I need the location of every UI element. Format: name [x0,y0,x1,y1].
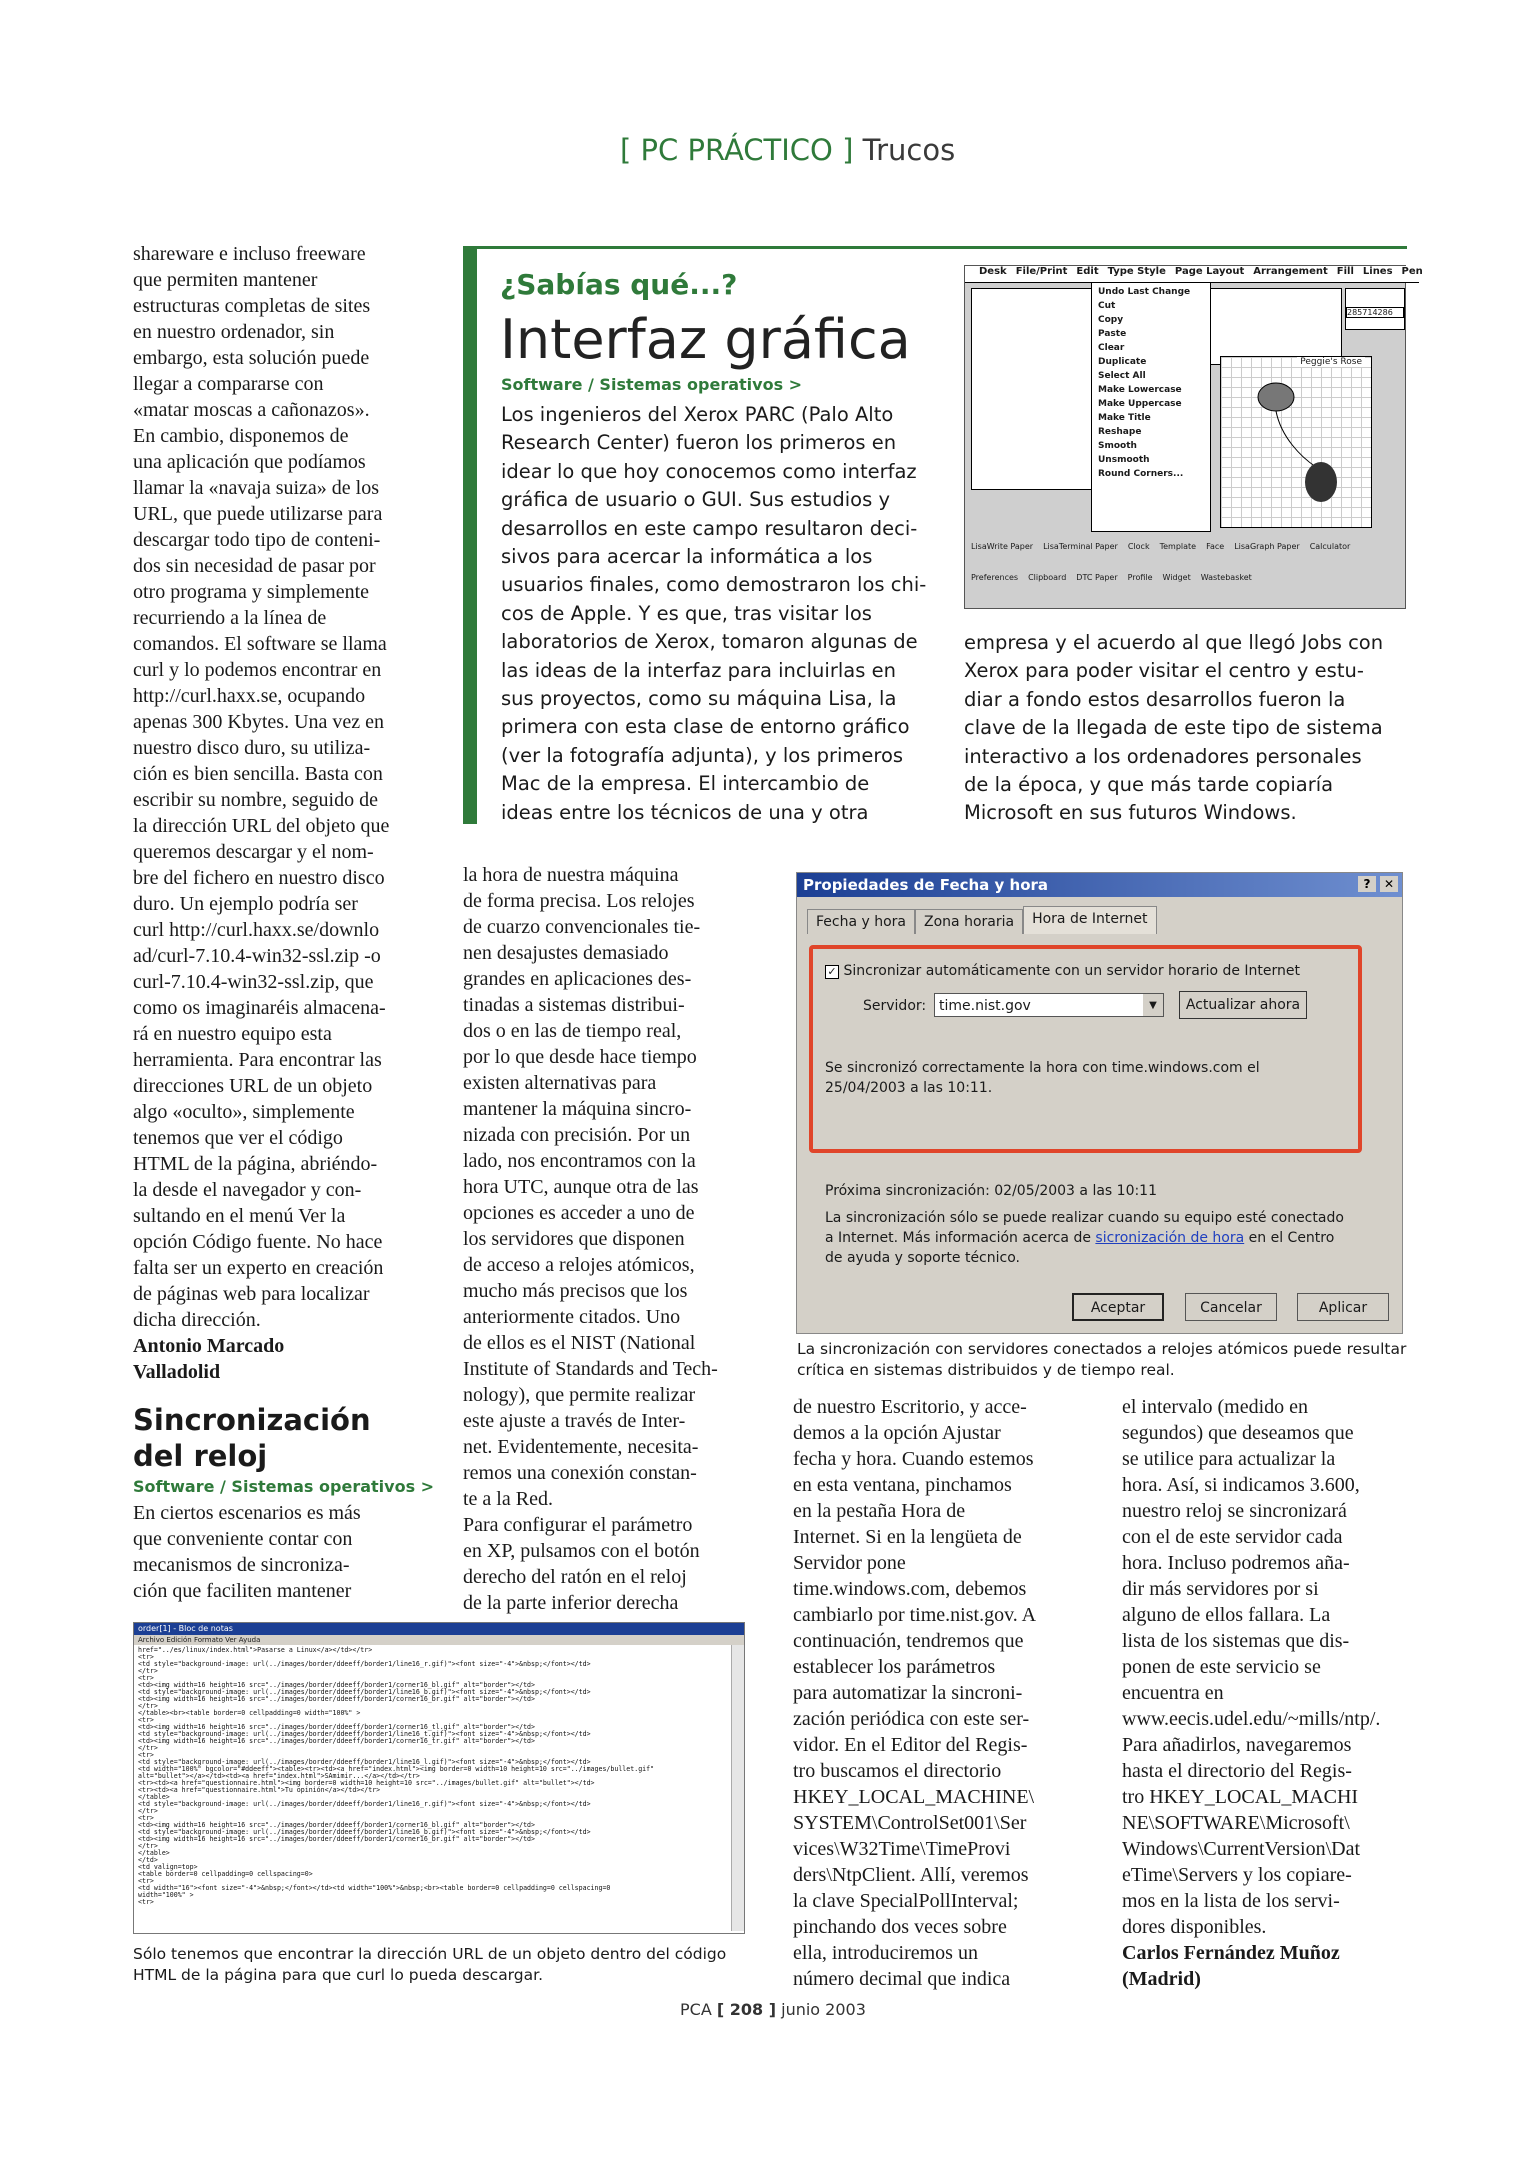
text-line: mecanismos de sincroniza- [133,1554,350,1576]
lisa-edit-item: Reshape [1098,427,1142,437]
text-line: la dirección URL del objeto que [133,815,390,837]
code-line: </tr> [138,1842,158,1850]
note-line-2: a Internet. Más información acerca de [825,1230,1091,1246]
update-now-button[interactable]: Actualizar ahora [1179,991,1307,1019]
text-line: (ver la fotografía adjunta), y los primeros [501,743,904,767]
text-line: empresa y el acuerdo al que llegó Jobs con [964,631,1384,654]
column-1 [133,241,415,1385]
text-line: ella, introduciremos un [793,1942,978,1964]
code-line: href="../es/linux/index.html">Pasarse a Linux</a></td></tr> [138,1646,373,1654]
sync-note [825,1208,1365,1268]
code-caption-1: Sólo tenemos que encontrar la dirección URL de un objeto dentro del código [133,1945,727,1963]
ok-button[interactable]: Aceptar [1072,1293,1164,1321]
text-line: time.windows.com, debemos [793,1578,1027,1600]
lisa-desktop-icon: Clock [1127,542,1150,551]
header-subsection: Trucos [862,133,956,167]
column-4 [1122,1394,1407,1992]
lisa-desktop-icon: DTC Paper [1076,573,1118,582]
code-line: <td style="background-image: url(../images/border/ddeeff/border1/line16_r.gif)"><font size="-4">&nbsp;</font></td> [138,1660,591,1668]
text-line: interactivo a los ordenadores personales [964,744,1362,768]
text-line: diar a fondo estos desarrollos fueron la [964,687,1346,711]
box-top-rule [463,246,1407,249]
text-line: eTime\Servers y los copiare- [1122,1864,1352,1886]
dialog-tabs [807,909,1157,934]
text-line: sivos para acercar la informática a los [501,545,873,569]
text-line: alguno de ellos fallara. La [1122,1604,1331,1626]
text-line: número decimal que indica [793,1968,1011,1990]
text-line: Para configurar el parámetro [463,1514,693,1536]
text-line: estructuras completas de sites [133,295,371,317]
text-line: opción Código fuente. No hace [133,1231,383,1253]
lisa-edit-item: Copy [1098,315,1124,325]
box-category: Software / Sistemas operativos > [501,375,803,394]
text-line: mantener la máquina sincro- [463,1098,692,1120]
code-line: width="100%" > [138,1891,194,1899]
lisa-desktop-icon: Profile [1127,573,1153,582]
notepad-menu: Archivo Edición Formato Ver Ayuda [134,1635,744,1645]
text-line: los servidores que disponen [463,1228,685,1250]
lisa-edit-item: Cut [1098,301,1116,311]
text-line: de la parte inferior derecha [463,1592,679,1614]
box-side-bar [463,246,477,824]
text-line: herramienta. Para encontrar las [133,1049,382,1071]
text-line: net. Evidentemente, necesita- [463,1436,699,1458]
text-line: de ellos es el NIST (National [463,1332,696,1354]
lisa-menu-item: Page Layout [1174,266,1245,277]
code-line: <tr> [138,1716,154,1724]
text-line: escribir su nombre, seguido de [133,789,378,811]
text-line: de cuarzo convencionales tie- [463,916,701,938]
code-line: <td style="background-image: url(../images/border/ddeeff/border1/line16_b.gif)"><font size="-4">&nbsp;</font></td> [138,1688,591,1696]
text-line: Windows\CurrentVersion\Dat [1122,1838,1361,1860]
text-line: SYSTEM\ControlSet001\Ser [793,1812,1027,1834]
footer-magazine: PCA [680,2000,712,2019]
rose-drawing [1221,357,1371,527]
server-combobox[interactable] [934,993,1164,1017]
text-line: pinchando dos veces sobre [793,1916,1007,1938]
header-section: [ PC PRÁCTICO ] [620,133,854,167]
lisa-menu-item: Lines [1362,266,1393,277]
text-line: Xerox para poder visitar el centro y estu- [964,659,1364,683]
code-line: </table> [138,1793,170,1801]
code-line: </tr> [138,1667,158,1675]
text-line: Mac de la empresa. El intercambio de [501,772,870,796]
text-line: lista de los sistemas que dis- [1122,1630,1350,1652]
text-line: por lo que desde hace tiempo [463,1046,697,1068]
text-line: descargar todo tipo de conteni- [133,529,381,551]
code-line: <td><img width=16 height=16 src="../images/border/ddeeff/border1/corner16_tr.gif" alt="border"></td> [138,1737,535,1745]
text-line: nizada con precisión. Por un [463,1124,691,1146]
text-line: ponen de este servicio se [1122,1656,1321,1678]
footer-page: [ 208 ] [716,2000,777,2019]
text-line: embargo, esta solución puede [133,347,370,369]
code-line: <td width="16"><font size="-4">&nbsp;</font></td><td width="100%">&nbsp;<br><table border=0 cellpadding=0 cellspacing=0 [138,1884,611,1892]
text-line: como os imaginaréis almacena- [133,997,386,1019]
code-line: <td><img width=16 height=16 src="../images/border/ddeeff/border1/corner16_bl.gif" alt="border"></td> [138,1681,535,1689]
text-line: nuestro disco duro, su utiliza- [133,737,371,759]
text-line: www.eecis.udel.edu/~mills/ntp/. [1122,1708,1381,1730]
code-line: <tr> [138,1814,154,1822]
text-line: continuación, tendremos que [793,1630,1024,1652]
text-line: dos sin necesidad de pasar por [133,555,376,577]
text-line: cambiarlo por time.nist.gov. A [793,1604,1037,1626]
author-name: Antonio Marcado [133,1335,285,1357]
sync-title-1: Sincronización [133,1403,371,1437]
lisa-edit-menu [1091,282,1211,532]
lisa-desktop-icon: Preferences [971,573,1019,582]
sync-status: Se sincronizó correctamente la hora con time.windows.com el 25/04/2003 a las 10:11. [825,1060,1260,1096]
code-line: <tr> [138,1674,154,1682]
text-line: cos de Apple. Y es que, tras visitar los [501,601,872,625]
text-line: segundos) que deseamos que [1122,1422,1354,1444]
code-line: <tr> [138,1898,154,1906]
code-line: </tr> [138,1744,158,1752]
code-line: <tr> [138,1751,154,1759]
box-body [501,401,931,827]
lisa-edit-item: Round Corners... [1098,469,1184,479]
text-line: idear lo que hoy conocemos como interfaz [501,459,917,483]
text-line: con el de este servidor cada [1122,1526,1343,1548]
text-line: que permiten mantener [133,269,318,291]
next-sync: Próxima sincronización: 02/05/2003 a las 10:11 [825,1183,1158,1199]
text-line: Microsoft en sus futuros Windows. [964,801,1297,825]
text-line: en nuestro ordenador, sin [133,321,335,343]
text-line: mos en la lista de los servi- [1122,1890,1340,1912]
text-line: curl-7.10.4-win32-ssl.zip, que [133,971,374,993]
code-line: </tr> [138,1807,158,1815]
lisa-screenshot [964,265,1423,609]
notepad-screenshot [133,1622,745,1934]
text-line: tro HKEY_LOCAL_MACHI [1122,1786,1359,1808]
text-line: la desde el navegador y con- [133,1179,362,1201]
text-line: dir más servidores por si [1122,1578,1319,1600]
code-line: <td valign=top> [138,1863,198,1871]
text-line: queremos descargar y el nom- [133,841,374,863]
text-line: derecho del ratón en el reloj [463,1566,687,1588]
text-line: vices\W32Time\TimeProvi [793,1838,1011,1860]
lisa-menu-item: Arrangement [1253,266,1328,277]
lisa-desktop-icon: LisaWrite Paper [971,542,1034,551]
dialog-caption-1: La sincronización con servidores conectados a relojes atómicos puede resultar [797,1340,1407,1358]
code-line: <td><img width=16 height=16 src="../images/border/ddeeff/border1/corner16_tl.gif" alt="border"></td> [138,1723,535,1731]
lisa-menu-item: Fill [1336,266,1354,277]
text-line: nen desajustes demasiado [463,942,669,964]
code-line: <td style="background-image: url(../images/border/ddeeff/border1/line16_r.gif)"><font size="-4">&nbsp;</font></td> [138,1800,591,1808]
text-line: fecha y hora. Cuando estemos [793,1448,1034,1470]
text-line: desarrollos en este campo resultaron deci- [501,516,918,540]
text-line: vidor. En el Editor del Regis- [793,1734,1028,1756]
notepad-titlebar [134,1623,744,1635]
running-header [620,133,955,167]
code-line: <td width="100%" bgcolor="#ddeeff"><table><tr><td><a href="index.html"><img border=0 width=10 height=10 src="../images/bullet.gif" [138,1765,655,1773]
server-value: time.nist.gov [939,998,1031,1014]
author-city: Valladolid [133,1361,221,1383]
sync-checkbox-row[interactable] [825,963,1300,979]
text-line: opciones es acceder a uno de [463,1202,695,1224]
note-line-1: La sincronización sólo se puede realizar cuando su equipo esté conectado [825,1210,1344,1226]
text-line: tro buscamos el directorio [793,1760,1002,1782]
text-line: primera con esta clase de entorno gráfico [501,715,910,739]
code-line: <tr><td><a href="questionnaire.html">Tu opinión</a></td></tr> [138,1786,381,1794]
text-line: te a la Red. [463,1488,553,1510]
box-kicker: ¿Sabías qué...? [500,268,738,301]
code-line: <tr><td><a href="questionnaire.html"><img border=0 width=10 height=10 src="../images/bullet.gif" alt="bullet"></td> [138,1779,595,1787]
text-line: de forma precisa. Los relojes [463,890,695,912]
tab-zona-horaria[interactable]: Zona horaria [915,909,1023,934]
text-line: en XP, pulsamos con el botón [463,1540,700,1562]
calc-display: 285714286 [1346,307,1404,318]
text-line: de páginas web para localizar [133,1283,370,1305]
text-line: laboratorios de Xerox, tomaron algunas de [501,630,918,654]
sync-body [133,1500,413,1604]
lisa-desktop-icon: LisaTerminal Paper [1043,542,1118,551]
dialog-caption-2: crítica en sistemas distribuidos y de tiempo real. [797,1361,1175,1379]
text-line: Research Center) fueron los primeros en [501,431,897,455]
text-line: Servidor pone [793,1552,906,1574]
text-line: URL, que puede utilizarse para [133,503,383,525]
text-line: una aplicación que podíamos [133,451,366,473]
author2-city: (Madrid) [1122,1968,1201,1990]
sync-checkbox[interactable]: ✓ [825,965,839,979]
text-line: tinadas a sistemas distribui- [463,994,685,1016]
page-footer [680,2000,866,2019]
column-1-text [133,241,415,1333]
column-4-text [1122,1394,1407,1940]
text-line: ción que faciliten mantener [133,1580,352,1602]
text-line: llamar la «navaja suiza» de los [133,477,380,499]
code-caption [133,1944,743,1986]
lisa-menu-bar [965,266,1423,283]
text-line: remos una conexión constan- [463,1462,697,1484]
text-line: ders\NtpClient. Allí, veremos [793,1864,1029,1886]
code-caption-2: HTML de la página para que curl lo pueda descargar. [133,1966,544,1984]
dialog-caption [797,1339,1417,1381]
lisa-drawing-window [1220,356,1372,528]
text-line: de nuestro Escritorio, y acce- [793,1396,1027,1418]
text-line: mucho más precisos que los [463,1280,688,1302]
text-line: nology), que permite realizar [463,1384,696,1406]
text-line: encuentra en [1122,1682,1224,1704]
text-line: apenas 300 Kbytes. Una vez en [133,711,385,733]
code-line: alt="bullet"></a></td><td><a href="index.html">SAmimir...</a></td></tr> [138,1772,420,1780]
code-line: <tr> [138,1877,154,1885]
text-line: el intervalo (medido en [1122,1396,1309,1418]
lisa-edit-item: Clear [1098,343,1125,353]
lisa-desktop-icons [965,536,1405,606]
tab-hora-internet[interactable]: Hora de Internet [1023,906,1156,934]
text-line: nuestro reloj se sincronizará [1122,1500,1347,1522]
text-line: anteriormente citados. Uno [463,1306,681,1328]
lisa-edit-item: Select All [1098,371,1146,381]
lisa-window-title: Peggie's Rose [1297,357,1365,367]
text-line: Institute of Standards and Tech- [463,1358,718,1380]
sync-heading [133,1402,433,1474]
text-line: HKEY_LOCAL_MACHINE\ [793,1786,1035,1808]
lisa-menu-item: File/Print [1015,266,1068,277]
text-line: Los ingenieros del Xerox PARC (Palo Alto [501,403,894,426]
lisa-edit-item: Undo Last Change [1098,287,1191,297]
code-line: <td><img width=16 height=16 src="../images/border/ddeeff/border1/corner16_br.gif" alt="border"></td> [138,1695,535,1703]
help-link[interactable]: sicronización de hora [1095,1230,1245,1246]
code-line: <tr> [138,1653,154,1661]
code-line: <td><img width=16 height=16 src="../images/border/ddeeff/border1/corner16_br.gif" alt="border"></td> [138,1835,535,1843]
lisa-edit-item: Unsmooth [1098,455,1150,465]
text-line: existen alternativas para [463,1072,657,1094]
text-line: hora UTC, aunque otra de las [463,1176,699,1198]
apply-button[interactable]: Aplicar [1297,1293,1389,1321]
text-line: la hora de nuestra máquina [463,864,679,886]
text-line: shareware e incluso freeware [133,243,366,265]
code-line: </table><br><table border=0 cellpadding=0 width="100%" > [138,1709,361,1717]
lisa-desktop-icon: Face [1206,542,1225,551]
dialog-titlebar [797,873,1402,897]
text-line: rá en nuestro equipo esta [133,1023,332,1045]
text-line: curl http://curl.haxx.se/downlo [133,919,380,941]
box-title: Interfaz gráfica [500,308,911,371]
text-line: HTML de la página, abriéndo- [133,1153,378,1175]
server-label: Servidor: [863,998,927,1014]
text-line: ideas entre los técnicos de una y otra [501,800,869,824]
text-line: sus proyectos, como su máquina Lisa, la [501,687,897,711]
text-line: algo «oculto», simplemente [133,1101,355,1123]
sync-title-2: del reloj [133,1439,268,1473]
text-line: se utilice para actualizar la [1122,1448,1336,1470]
text-line: En ciertos escenarios es más [133,1502,361,1524]
text-line: en la pestaña Hora de [793,1500,966,1522]
lisa-menu-item: Edit [1076,266,1099,277]
code-line: <td style="background-image: url(../images/border/ddeeff/border1/line16_l.gif)"><font size="-4">&nbsp;</font></td> [138,1758,591,1766]
lisa-edit-item: Make Title [1098,413,1151,423]
text-line: ad/curl-7.10.4-win32-ssl.zip -o [133,945,381,967]
text-line: bre del fichero en nuestro disco [133,867,385,889]
text-line: de acceso a relojes atómicos, [463,1254,695,1276]
lisa-edit-item: Paste [1098,329,1127,339]
text-line: llegar a compararse con [133,373,324,395]
lisa-desktop-icon: Wastebasket [1200,573,1252,582]
text-line: clave de la llegada de este tipo de sistema [964,716,1383,740]
text-line: falta ser un experto en creación [133,1257,384,1279]
note-line-4: de ayuda y soporte técnico. [825,1250,1020,1266]
chevron-down-icon[interactable]: ▼ [1143,994,1163,1016]
notepad-scrollbar[interactable] [731,1645,744,1931]
code-line: <td style="background-image: url(../images/border/ddeeff/border1/line16_b.gif)"><font size="-4">&nbsp;</font></td> [138,1828,591,1836]
text-line: ción es bien sencilla. Basta con [133,763,383,785]
lisa-menu-item: Desk [979,266,1007,277]
lisa-desktop-icon: LisaGraph Paper [1234,542,1300,551]
text-line: comandos. El software se llama [133,633,387,655]
text-line: NE\SOFTWARE\Microsoft\ [1122,1812,1350,1834]
text-line: En cambio, disponemos de [133,425,349,447]
text-line: duro. Un ejemplo podría ser [133,893,358,915]
text-line: sultando en el menú Ver la [133,1205,346,1227]
text-line: este ajuste a través de Inter- [463,1410,686,1432]
text-line: hora. Incluso podremos aña- [1122,1552,1350,1574]
cancel-button[interactable]: Cancelar [1185,1293,1277,1321]
text-line: hasta el directorio del Regis- [1122,1760,1352,1782]
text-line: establecer los parámetros [793,1656,996,1678]
lisa-edit-item: Make Uppercase [1098,399,1182,409]
text-line: direcciones URL de un objeto [133,1075,373,1097]
text-line: la clave SpecialPollInterval; [793,1890,1019,1912]
note-line-3: en el Centro [1248,1230,1335,1246]
text-line: http://curl.haxx.se, ocupando [133,685,366,707]
text-line: hora. Así, si indicamos 3.600, [1122,1474,1360,1496]
lisa-desktop-icon: Widget [1162,573,1191,582]
dialog-title: Propiedades de Fecha y hora [803,876,1049,894]
sync-category: Software / Sistemas operativos > [133,1477,435,1496]
text-line: curl y lo podemos encontrar en [133,659,382,681]
lisa-edit-item: Duplicate [1098,357,1147,367]
footer-date: junio 2003 [781,2000,866,2019]
text-line: recurriendo a la línea de [133,607,327,629]
help-button[interactable]: ? [1358,876,1376,892]
lisa-calculator [1345,288,1405,330]
box-body-continued [964,629,1404,828]
text-line: dicha dirección. [133,1309,261,1331]
code-line: </tr> [138,1702,158,1710]
lisa-edit-item: Make Lowercase [1098,385,1182,395]
code-line: <table border=0 cellpadding=0 cellspacing=0> [138,1870,313,1878]
notepad-title: order[1] - Bloc de notas [138,1624,233,1633]
author2-name: Carlos Fernández Muñoz [1122,1942,1340,1964]
lisa-edit-item: Smooth [1098,441,1137,451]
datetime-dialog [796,872,1403,1334]
code-line: <td><img width=16 height=16 src="../images/border/ddeeff/border1/corner16_bl.gif" alt="border"></td> [138,1821,535,1829]
lisa-menu-item: Pen [1401,266,1423,277]
text-line: que conveniente contar con [133,1528,353,1550]
lisa-menu-item: Type Style [1107,266,1166,277]
text-line: gráfica de usuario o GUI. Sus estudios y [501,488,891,512]
code-line: </td> [138,1856,158,1864]
notepad-text [134,1645,744,1931]
text-line: Internet. Si en la lengüeta de [793,1526,1022,1548]
text-line: zación periódica con este ser- [793,1708,1030,1730]
code-line: <td style="background-image: url(../images/border/ddeeff/border1/line16_t.gif)"><font size="-4">&nbsp;</font></td> [138,1730,591,1738]
lisa-desktop-icon: Calculator [1309,542,1351,551]
text-line: de la época, y que más tarde copiaría [964,773,1334,797]
text-line: grandes en aplicaciones des- [463,968,692,990]
lisa-desktop-icon: Clipboard [1028,573,1067,582]
text-line: lado, nos encontramos con la [463,1150,696,1172]
text-line: Para añadirlos, navegaremos [1122,1734,1352,1756]
lisa-desktop-icon: Template [1159,542,1197,551]
sync-checkbox-label: Sincronizar automáticamente con un servidor horario de Internet [843,963,1301,979]
text-line: otro programa y simplemente [133,581,370,603]
text-line: para automatizar la sincroni- [793,1682,1023,1704]
text-line: las ideas de la interfaz para incluirlas en [501,658,896,682]
column-3 [793,1394,1075,1992]
column-2 [463,862,745,1616]
text-line: usuarios finales, como demostraron los chi- [501,573,927,597]
text-line: dores disponibles. [1122,1916,1267,1938]
text-line: «matar moscas a cañonazos». [133,399,370,421]
text-line: tenemos que ver el código [133,1127,343,1149]
text-line: demos a la opción Ajustar [793,1422,1001,1444]
text-line: dos o en las de tiempo real, [463,1020,682,1042]
text-line: en esta ventana, pinchamos [793,1474,1012,1496]
close-icon[interactable]: ✕ [1380,876,1398,892]
code-line: </table> [138,1849,170,1857]
tab-fecha-hora[interactable]: Fecha y hora [807,909,915,934]
